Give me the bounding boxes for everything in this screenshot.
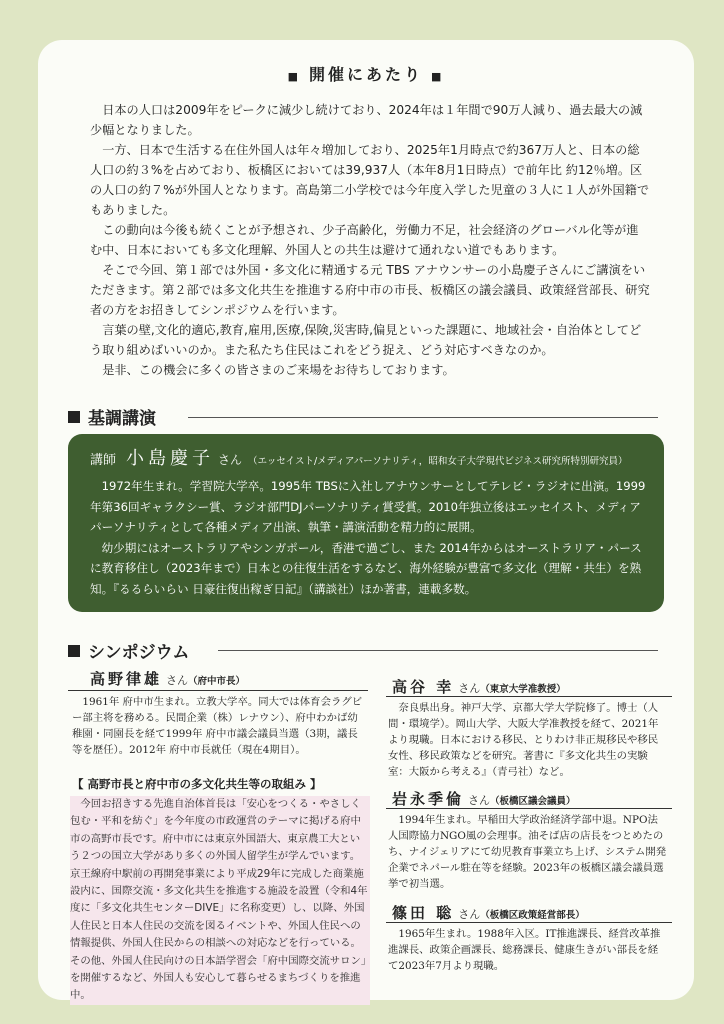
panelist-name-row xyxy=(90,668,245,689)
panelist-bio-text: 奈良県出身。神戸大学、京都大学大学院修了。博士（人間・環境学）。岡山大学、大阪大学准教授を経て、2021年より現職。日本における移民、とりわけ非正規移民や移民女性、移民政策などを研究。著書に『多文化共生の実験室：大阪から考える』（青弓社）など。 xyxy=(388,702,659,778)
panelist-role: （東京大学准教授） xyxy=(480,684,566,695)
speaker-affiliation: （エッセイスト/メディアパーソナリティ，昭和女子大学現代ビジネス研究所特別研究員） xyxy=(248,456,628,467)
panelist-honorific: さん xyxy=(458,682,481,695)
panelist-name-row xyxy=(392,902,585,923)
panelist-name: 篠田 聡 xyxy=(392,904,455,922)
panelist-bio-text: 1961年 府中市生まれ。立教大学卒。同大では体育会ラグビー部主将を務める。民間企業（株）レナウン）、府中わかば幼稚園・同園長を経て1999年 府中市議会議員当選（3期，議長等を歴任）。2012年 府中市長就任（現在4期目）。 xyxy=(72,696,363,756)
panelist-role: （板橋区議会議員） xyxy=(490,796,576,807)
feature-title: 【 高野市長と府中市の多文化共生等の取組み 】 xyxy=(72,777,322,791)
speaker-name: 小島慶子 xyxy=(126,448,215,469)
feature-body xyxy=(70,796,370,1005)
intro-paragraph: 言葉の壁,文化的適応,教育,雇用,医療,保険,災害時,偏見といった課題に、地域社会・自治体としてどう取り組めばいいのか。また私たち住民はこれをどう捉え、どう対応すべきなのか。 xyxy=(90,323,642,357)
intro-paragraph: 一方、日本で生活する在住外国人は年々増加しており、2025年1月時点で約367万人と、日本の総人口の約３%を占めており、板橋区においては39,937人（本年8月1日時点）で前年比 約12％増。区の人口の約７%が外国人となります。高島第二小学校では今年度入学した児童の３人に１人が外国籍でもありました。 xyxy=(90,143,650,217)
keynote-name-row xyxy=(90,444,628,470)
panelist-role: （府中市長） xyxy=(188,676,246,687)
keynote-heading xyxy=(68,404,156,429)
intro-paragraph: そこで今回、第１部では外国・多文化に精通する元 TBS アナウンサーの小島慶子さんにご講演をいただきます。第２部では多文化共生を推進する府中市の市長、板橋区の議会議員、政策経営部長、研究者の方をお招きしてシンポジウムを行います。 xyxy=(90,263,650,317)
heading-bullet-icon xyxy=(68,411,80,423)
heading-rule xyxy=(218,650,658,651)
speaker-honorific: さん xyxy=(218,453,243,467)
heading-rule xyxy=(188,417,658,418)
panelist-bio-text: 1994年生まれ。早稲田大学政治経済学部中退。NPO法人国際協力NGO風の会理事。油そば店の店長をつとめたのち、ナイジェリアにて幼児教育事業立ち上げ、システム開発企業でネパール駐在等を経験。2023年の板橋区議会議員選挙で初当選。 xyxy=(388,814,667,890)
name-underline xyxy=(386,808,672,809)
keynote-heading-text: 基調講演 xyxy=(88,409,156,429)
intro-paragraph: 日本の人口は2009年をピークに減少し続けており、2024年は１年間で90万人減り、過去最大の減少幅となりました。 xyxy=(90,103,643,137)
symposium-heading-text: シンポジウム xyxy=(88,643,190,663)
intro-paragraph: この動向は今後も続くことが予想され、少子高齢化，労働力不足，社会経済のグローバル化等が進む中、日本においても多文化理解、外国人との共生は避けて通れない道でもあります。 xyxy=(90,223,639,257)
feature-body-text: 今回お招きする先進自治体首長は「安心をつくる・やさしく包む・平和を紡ぐ」を今年度の市政運営のテーマに掲げる府中市の高野市長です。府中市には東京外国語大、東京農工大という２つの国立大学があり多くの外国人留学生が学んでいます。京王線府中駅前の再開発事業により平成29年に完成した商業施設内に、国際交流・多文化共生を推進する施設を設置（令和4年度に「多文化共生センターDIVE」に名称変更）し、以降、外国人住民と日本人住民の交流を図るイベントや、外国人住民への情報提供、外国人住民からの相談への対応などを行っている。その他、外国人住民向けの日本語学習会「府中国際交流サロン」を開催するなど、外国人も安心して暮らせるまちづくりを推進中。 xyxy=(70,798,368,1002)
title-marker-right: ■ xyxy=(431,70,445,83)
panelist-bio xyxy=(388,926,668,974)
panelist-honorific: さん xyxy=(458,908,481,921)
panelist-bio xyxy=(72,694,368,758)
keynote-bio xyxy=(90,476,648,599)
name-underline xyxy=(68,690,368,691)
panelist-name-row xyxy=(392,676,566,697)
panelist-name: 高谷 幸 xyxy=(392,678,455,696)
panelist-name-row xyxy=(392,788,576,809)
panelist-honorific: さん xyxy=(166,674,189,687)
title-marker-left: ■ xyxy=(287,70,301,83)
panelist-bio xyxy=(388,812,668,892)
panelist-honorific: さん xyxy=(468,794,491,807)
keynote-bio-paragraph: 幼少期にはオーストラリアやシンガポール，香港で過ごし、また 2014年からはオーストラリア・パースに教育移住し（2023年まで）日本との往復生活をするなど、海外経験が豊富で多文化（理解・共生）を熟知。『るるらいらい 日豪往復出稼ぎ日記』（講談社）ほか著書，連載多数。 xyxy=(90,540,642,596)
intro-paragraph: 是非、この機会に多くの皆さまのご来場をお待ちしております。 xyxy=(102,363,455,377)
intro-text xyxy=(90,100,650,380)
heading-bullet-icon xyxy=(68,645,80,657)
panelist-name: 高野律雄 xyxy=(90,670,163,688)
keynote-box xyxy=(68,434,664,612)
opening-title xyxy=(38,62,694,85)
panelist-name: 岩永季倫 xyxy=(392,790,465,808)
name-underline xyxy=(386,922,672,923)
panelist-bio xyxy=(388,700,668,780)
flyer-sheet xyxy=(38,40,694,1000)
panelist-role: （板橋区政策経営部長） xyxy=(480,910,585,921)
opening-title-text: 開催にあたり xyxy=(308,65,423,84)
symposium-heading xyxy=(68,638,189,663)
speaker-label: 講師 xyxy=(90,453,117,468)
name-underline xyxy=(386,696,672,697)
panelist-bio-text: 1965年生まれ。1988年入区。IT推進課長、経営改革推進課長、政策企画課長、総務課長、健康生きがい部長を経て2023年7月より現職。 xyxy=(388,928,661,972)
keynote-bio-paragraph: 1972年生まれ。学習院大学卒。1995年 TBSに入社しアナウンサーとしてテレビ・ラジオに出演。1999年第36回ギャラクシー賞、ラジオ部門DJパーソナリティ賞受賞。2010年独立後はエッセイスト、メディアパーソナリティとして各種メディア出演、執筆・講演活動を精力的に展開。 xyxy=(90,479,646,534)
